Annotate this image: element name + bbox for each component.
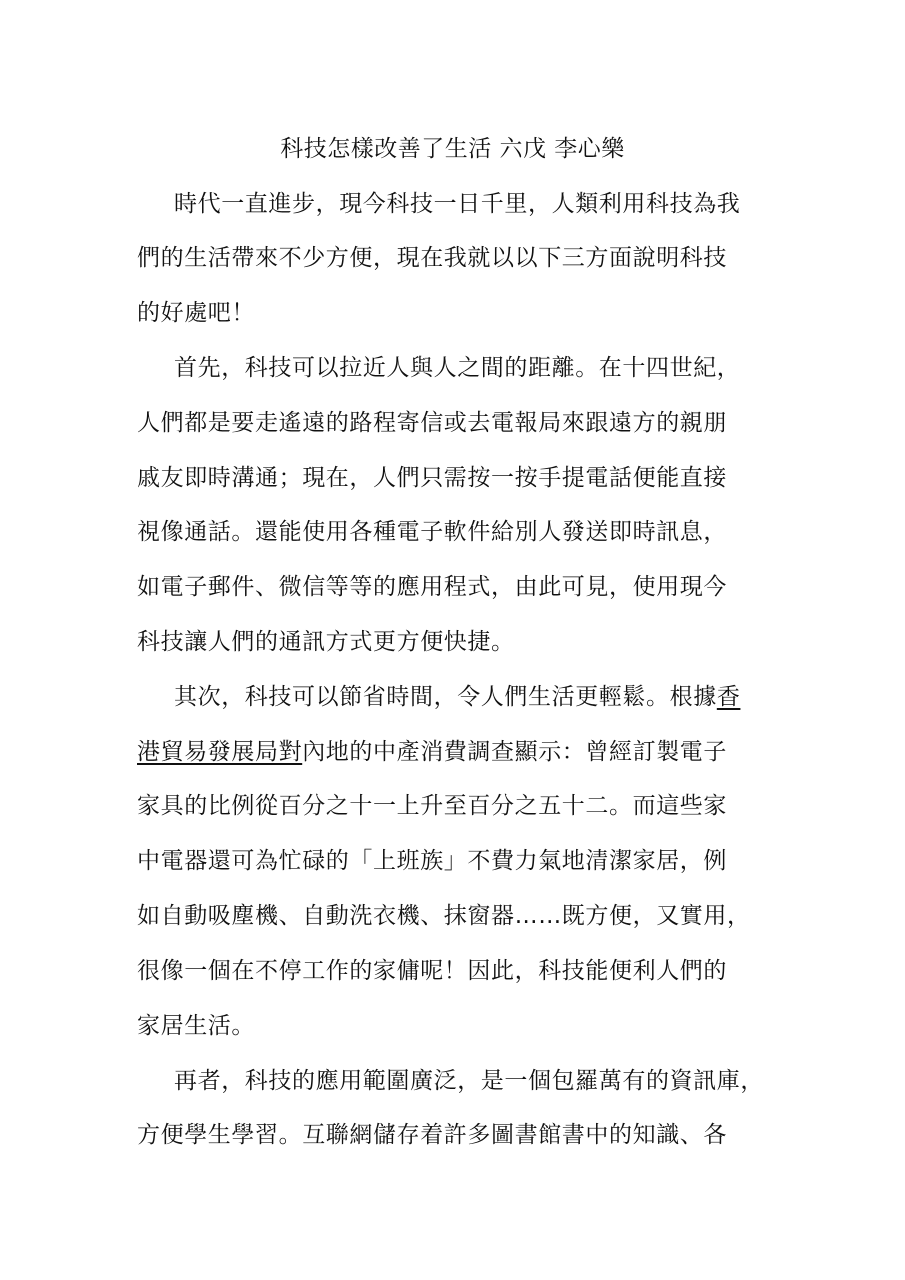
paragraph-3-line-1-text: 其次，科技可以節省時間，令人們生活更輕鬆。根據 bbox=[174, 684, 717, 710]
paragraph-3-line-5: 如自動吸塵機、自動洗衣機、抹窗器……既方便，又實用， bbox=[137, 903, 751, 929]
paragraph-3-line-6: 很像一個在不停工作的家傭呢！因此，科技能便利人們的 bbox=[137, 958, 727, 984]
paragraph-2-line-4: 視像通話。還能使用各種電子軟件給別人發送即時訊息， bbox=[137, 519, 727, 545]
paragraph-1-line-2: 們的生活帶來不少方便，現在我就以以下三方面說明科技 bbox=[137, 245, 727, 271]
paragraph-2-line-2: 人們都是要走遙遠的路程寄信或去電報局來跟遠方的親朋 bbox=[137, 410, 727, 436]
paragraph-3-line-1 bbox=[174, 679, 740, 715]
paragraph-3-line-4: 中電器還可為忙碌的「上班族」不費力氣地清潔家居，例 bbox=[137, 848, 727, 874]
underlined-source-name-start: 香 bbox=[716, 684, 741, 710]
paragraph-1-line-3: 的好處吧！ bbox=[137, 300, 255, 326]
paragraph-4-line-2: 方便學生學習。互聯網儲存着許多圖書館書中的知識、各 bbox=[137, 1122, 727, 1148]
paragraph-1-line-1: 時代一直進步，現今科技一日千里，人類利用科技為我 bbox=[174, 191, 741, 217]
paragraph-2-line-6: 科技讓人們的通訊方式更方便快捷。 bbox=[137, 629, 515, 655]
paragraph-2-line-1: 首先，科技可以拉近人與人之間的距離。在十四世紀， bbox=[174, 355, 741, 381]
paragraph-2-line-5: 如電子郵件、微信等等的應用程式，由此可見，使用現今 bbox=[137, 574, 727, 600]
paragraph-3-line-2-text: 內地的中產消費調查顯示：曾經訂製電子 bbox=[302, 739, 728, 765]
paragraph-3-line-7: 家居生活。 bbox=[137, 1013, 255, 1039]
paragraph-3-line-3: 家具的比例從百分之十一上升至百分之五十二。而這些家 bbox=[137, 793, 727, 819]
underlined-source-name: 港貿易發展局對 bbox=[137, 739, 303, 765]
essay-title: 科技怎樣改善了生活 六戊 李心樂 bbox=[280, 136, 625, 162]
paragraph-2-line-3: 戚友即時溝通；現在，人們只需按一按手提電話便能直接 bbox=[137, 465, 727, 491]
paragraph-4-line-1: 再者，科技的應用範圍廣泛，是一個包羅萬有的資訊庫， bbox=[174, 1068, 764, 1094]
paragraph-3-line-2 bbox=[137, 734, 727, 770]
